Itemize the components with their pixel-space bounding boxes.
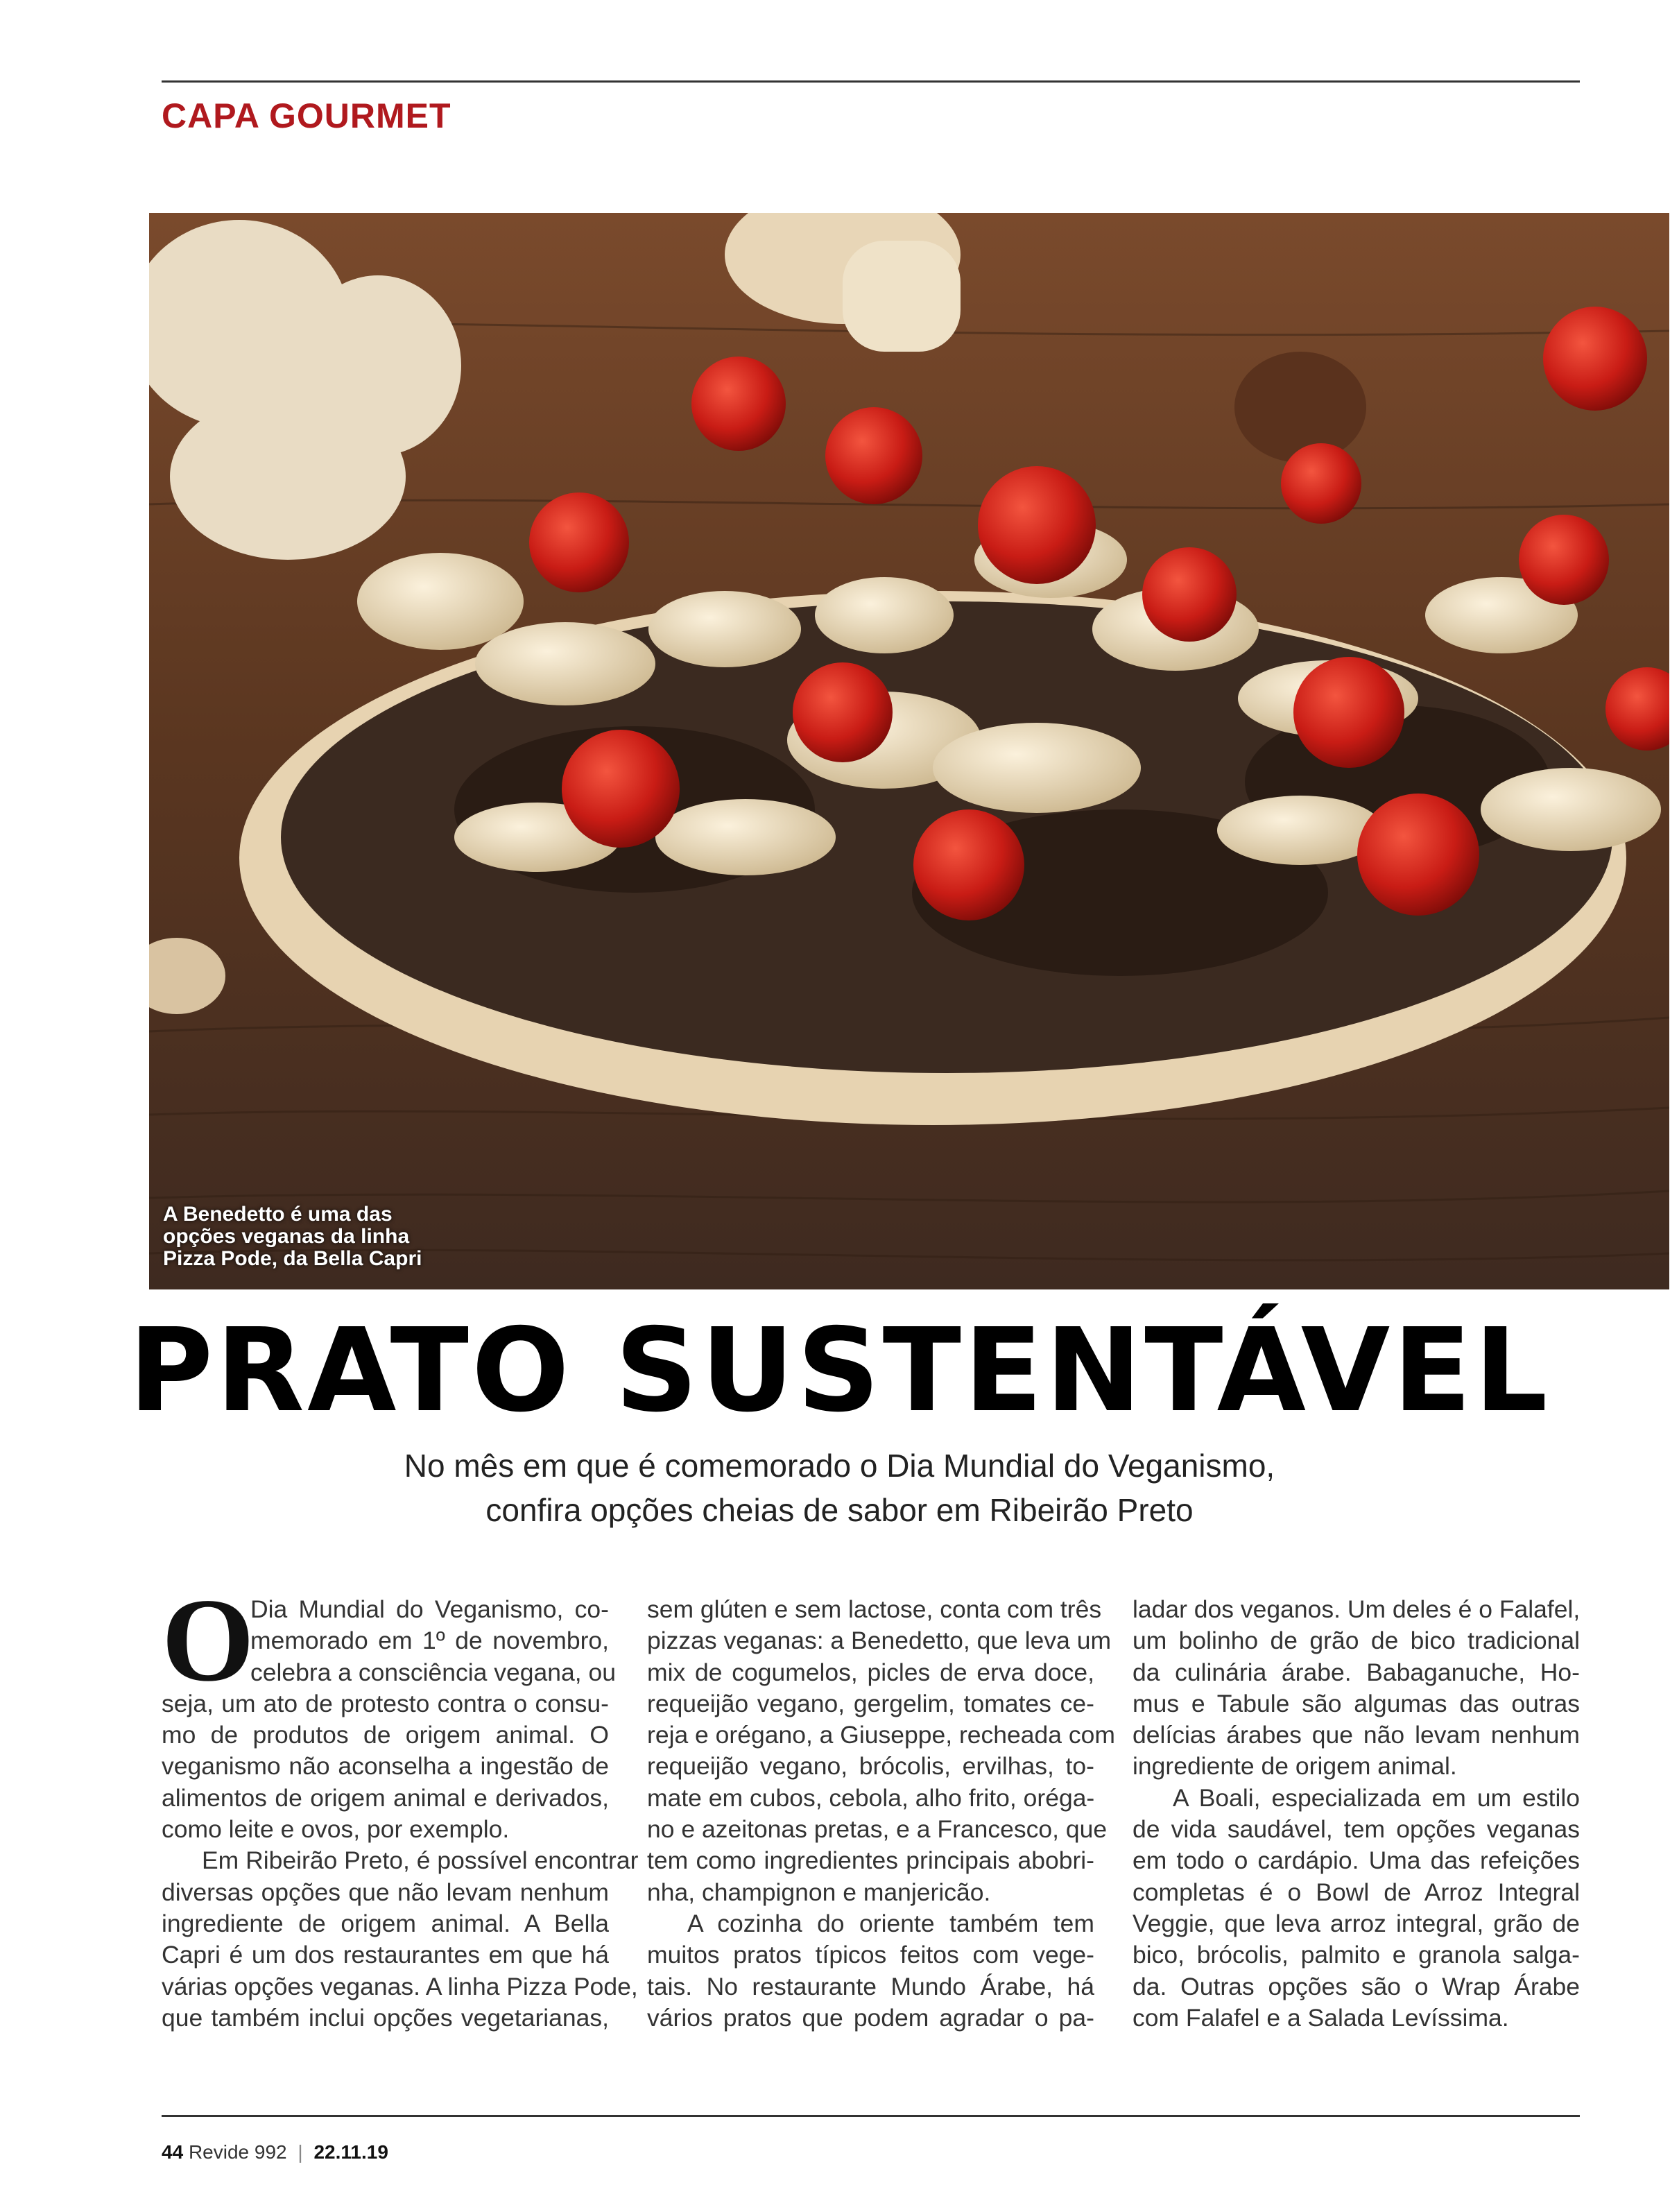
text-line: Capri é um dos restaurantes em que há	[162, 1941, 609, 1969]
text-line: veganismo não aconselha a ingestão de	[162, 1752, 609, 1781]
subtitle	[0, 1443, 1679, 1532]
text-line: vários pratos que podem agradar o pa-	[647, 2003, 1094, 2032]
text-line: tem como ingredientes principais abobri-	[647, 1846, 1094, 1875]
photo-caption	[163, 1203, 524, 1270]
text-line: memorado em 1º de novembro,	[250, 1627, 609, 1655]
pizza-photo	[149, 213, 1669, 1289]
text-line: ingrediente de origem animal.	[1133, 1752, 1457, 1781]
bottom-rule	[162, 2115, 1580, 2117]
text-line: no e azeitonas pretas, e a Francesco, que	[647, 1815, 1108, 1844]
text-line: da. Outras opções são o Wrap Árabe	[1133, 1972, 1580, 2000]
caption-line: A Benedetto é uma das	[163, 1203, 393, 1226]
text-line: ingrediente de origem animal. A Bella	[162, 1909, 609, 1937]
text-line: como leite e ovos, por exemplo.	[162, 1815, 510, 1844]
section-label: CAPA GOURMET	[162, 96, 451, 135]
issue-date: 22.11.19	[313, 2141, 388, 2163]
headline: PRATO SUSTENTÁVEL	[128, 1304, 1551, 1438]
text-line: requeijão vegano, brócolis, ervilhas, to-	[647, 1752, 1094, 1781]
text-line: mate em cubos, cebola, alho frito, orégа-	[647, 1783, 1095, 1812]
text-line: bico, brócolis, palmito e granola salga-	[1133, 1941, 1580, 1969]
top-rule	[162, 80, 1580, 83]
text-line: sem glúten e sem lactose, conta com três	[647, 1595, 1102, 1623]
text-line: A Boali, especializada em um estilo	[1173, 1783, 1580, 1812]
subtitle-line: confira opções cheias de sabor em Ribeirão Preto	[485, 1492, 1194, 1528]
article-column-1	[162, 1594, 639, 2034]
text-line: Veggie, que leva arroz integral, grão de	[1133, 1909, 1580, 1937]
text-line: que também inclui opções vegetarianas,	[162, 2003, 609, 2032]
text-line: Em Ribeirão Preto, é possível encontrar	[202, 1846, 639, 1875]
text-line: muitos pratos típicos feitos com vege-	[647, 1941, 1094, 1969]
text-line: em todo o cardápio. Uma das refeições	[1133, 1846, 1580, 1875]
caption-line: Pizza Pode, da Bella Capri	[163, 1247, 422, 1270]
text-line: celebra a consciência vegana, ou	[250, 1658, 616, 1686]
text-line: ladar dos veganos. Um deles é o Falafel,	[1133, 1595, 1581, 1623]
article-column-2	[647, 1594, 1115, 2034]
text-line: diversas opções que não levam nenhum	[162, 1878, 609, 1906]
text-line: A cozinha do oriente também tem	[687, 1909, 1094, 1937]
text-line: um bolinho de grão de bico tradicional	[1133, 1627, 1580, 1655]
text-line: Dia Mundial do Veganismo, co-	[250, 1595, 609, 1623]
page-footer	[162, 2141, 388, 2163]
text-line: da culinária árabe. Babaganuche, Ho-	[1133, 1658, 1580, 1686]
text-line: tais. No restaurante Mundo Árabe, há	[647, 1972, 1094, 2000]
text-line: mo de produtos de origem animal. O	[162, 1721, 609, 1749]
article-column-3	[1133, 1594, 1580, 2034]
text-line: várias opções veganas. A linha Pizza Pode,	[162, 1972, 638, 2000]
publication-name: Revide 992	[188, 2141, 287, 2163]
text-line: pizzas veganas: a Benedetto, que leva um	[647, 1627, 1112, 1655]
text-line: mix de cogumelos, picles de erva doce,	[647, 1658, 1094, 1686]
text-line: nha, champignon e manjericão.	[647, 1878, 991, 1906]
subtitle-line: No mês em que é comemorado o Dia Mundial do Veganismo,	[404, 1448, 1275, 1484]
page-number: 44	[162, 2141, 184, 2163]
pizza-photo-icon	[149, 213, 1669, 1289]
text-line: reja e orégano, a Giuseppe, recheada com	[647, 1721, 1115, 1749]
text-line: requeijão vegano, gergelim, tomates ce-	[647, 1689, 1094, 1717]
text-line: de vida saudável, tem opções veganas	[1133, 1815, 1580, 1844]
footer-separator: |	[298, 2141, 303, 2163]
text-line: seja, um ato de protesto contra o consu-	[162, 1689, 609, 1717]
text-line: alimentos de origem animal e derivados,	[162, 1783, 609, 1812]
text-line: completas é o Bowl de Arroz Integral	[1133, 1878, 1580, 1906]
drop-cap: O	[162, 1575, 255, 1706]
text-line: mus e Tabule são algumas das outras	[1133, 1689, 1580, 1717]
text-line: com Falafel e a Salada Levíssima.	[1133, 2003, 1509, 2032]
caption-line: opções veganas da linha	[163, 1225, 410, 1248]
text-line: delícias árabes que não levam nenhum	[1133, 1721, 1580, 1749]
